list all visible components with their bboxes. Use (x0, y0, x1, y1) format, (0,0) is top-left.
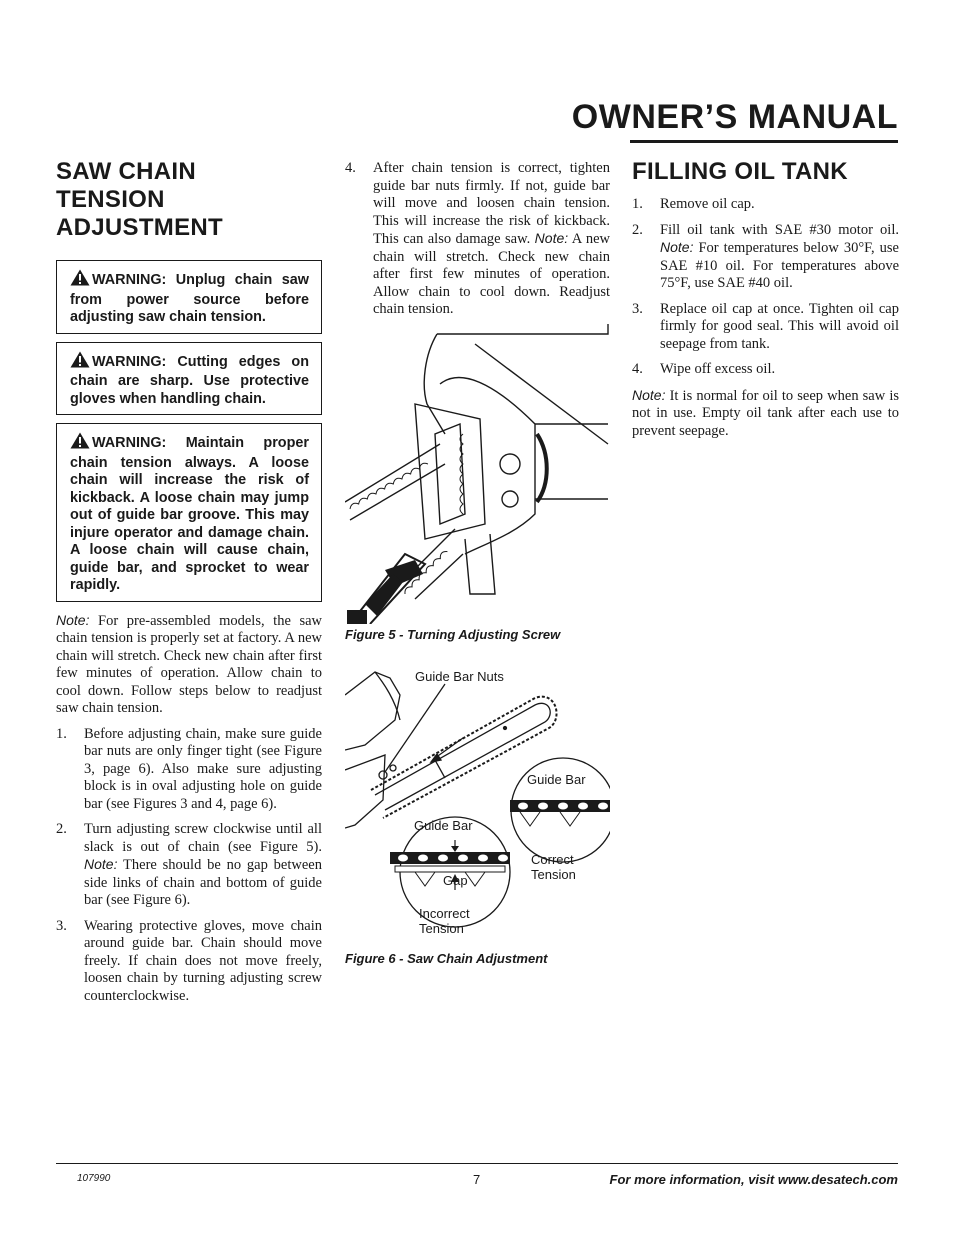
oil-tank-heading: FILLING OIL TANK (632, 158, 848, 185)
label-correct-tension (531, 852, 576, 882)
warning-text-tension: WARNING: Maintain proper chain tension always. A loose chain will increase the risk of kickback. A loose chain may jump out of guide bar groove. This may injure operator and damage chain. A loose chain will cause chain, guide bar, and sprocket to wear rapidly. (70, 435, 309, 593)
label-incorrect-tension (419, 906, 470, 936)
figure-5 (345, 324, 610, 624)
oil-seep-note (632, 387, 899, 441)
label-incorrect-line-1: Incorrect (419, 906, 470, 921)
note-text: For temperatures below 30°F, use SAE #10 oil. For temperatures above 75°F, use SAE #40 oil. (660, 240, 899, 291)
list-item (632, 222, 899, 293)
footer-website-info: For more information, visit www.desatech.com (609, 1172, 898, 1187)
warning-text-unplug: WARNING: Unplug chain saw from power source before adjusting saw chain tension. (70, 272, 309, 325)
step-number: 1. (56, 725, 67, 742)
header-rule (630, 140, 898, 143)
list-item (632, 196, 899, 214)
page-title: OWNER’S MANUAL (571, 98, 898, 136)
note-text: A new chain will stretch. Check new chain after first few minutes of operation. Allow chain to cool down. Readjust chain tension. (373, 231, 611, 317)
step-number: 1. (632, 196, 643, 212)
oil-steps-list (632, 196, 899, 379)
pre-assembled-note (56, 612, 322, 718)
warning-box-tension (56, 423, 322, 602)
step-number: 4. (345, 160, 356, 176)
warning-box-unplug (56, 260, 322, 334)
step-text: After chain tension is correct, tighten guide bar nuts firmly. If not, guide bar will move and loosen chain tension. This will increase the risk of kickback. This can also damage saw. (373, 160, 610, 247)
note-label: Note: (660, 239, 694, 255)
label-correct-line-1: Correct (531, 852, 574, 867)
page-number: 7 (473, 1172, 481, 1187)
warning-box-sharp (56, 342, 322, 416)
note-label: Note: (534, 230, 569, 246)
footer-rule (56, 1163, 898, 1164)
step-text: Remove oil cap. (660, 196, 755, 212)
label-correct-line-2: Tension (531, 867, 576, 882)
list-item (56, 821, 322, 910)
figure-6-illustration (345, 660, 610, 945)
step-number: 2. (56, 821, 67, 837)
saw-chain-heading-line-3: ADJUSTMENT (56, 214, 224, 241)
figure-5-illustration (345, 324, 610, 624)
step-number: 4. (632, 361, 643, 377)
list-item (345, 160, 610, 319)
saw-chain-heading (56, 158, 322, 242)
warning-triangle-icon (70, 269, 90, 292)
step-text: Fill oil tank with SAE #30 motor oil. (660, 221, 899, 238)
saw-chain-heading-line-1: SAW CHAIN (56, 158, 197, 185)
figure-5-caption: Figure 5 - Turning Adjusting Screw (345, 627, 561, 642)
step-text: Wearing protective gloves, move chain around guide bar. Chain should move freely. If chain does not move freely, loosen chain by turning adjusting screw counterclockwise. (84, 917, 322, 1004)
label-incorrect-line-2: Tension (419, 921, 464, 936)
tension-steps-list (56, 726, 322, 1006)
warning-triangle-icon (70, 351, 90, 374)
step-text: Replace oil cap at once. Tighten oil cap firmly for good seal. This will avoid oil seepage from tank. (660, 300, 899, 352)
step-text: Turn adjusting screw clockwise until all slack is out of chain (see Figure 5). (84, 821, 322, 855)
list-item (632, 361, 899, 379)
tension-steps-list-continued (345, 160, 610, 319)
note-label: Note: (56, 611, 90, 628)
step-text: Wipe off excess oil. (660, 361, 776, 377)
label-guide-bar-left: Guide Bar (414, 818, 473, 833)
label-guide-bar-right: Guide Bar (527, 772, 586, 787)
note-text: There should be no gap between side links of chain and bottom of guide bar (see Figure 6). (84, 857, 322, 908)
note-label: Note: (84, 856, 118, 872)
saw-chain-heading-line-2: TENSION (56, 186, 165, 213)
saw-chain-column (56, 158, 322, 1013)
label-gap: Gap (443, 873, 468, 888)
figures-column (345, 160, 611, 966)
note-text: For pre-assembled models, the saw chain tension is properly set at factory. A new chain will stretch. Check new chain after first few minutes of operation. Allow chain to cool down. Follow steps below to readjust saw chain tension. (56, 612, 322, 716)
document-number: 107990 (77, 1173, 111, 1184)
step-number: 2. (632, 221, 643, 238)
step-text: Before adjusting chain, make sure guide bar nuts are only finger tight (see Figure 3, page 6). Also make sure adjusting block is in oval adjusting hole on guide bar (see Figures 3 and 4, page 6). (84, 725, 322, 812)
note-label: Note: (632, 386, 666, 403)
list-item (56, 918, 322, 1006)
warning-text-sharp: WARNING: Cutting edges on chain are sharp. Use protective gloves when handling chain. (70, 353, 309, 407)
step-number: 3. (56, 917, 67, 934)
warning-triangle-icon (70, 432, 90, 455)
figure-6 (345, 660, 610, 945)
note-text: It is normal for oil to seep when saw is not in use. Empty oil tank after each use to prevent seepage. (632, 387, 899, 439)
label-guide-bar-nuts: Guide Bar Nuts (415, 669, 504, 684)
oil-tank-column (632, 158, 899, 448)
list-item (56, 726, 322, 814)
step-number: 3. (632, 300, 643, 317)
list-item (632, 301, 899, 354)
figure-6-caption: Figure 6 - Saw Chain Adjustment (345, 951, 548, 966)
